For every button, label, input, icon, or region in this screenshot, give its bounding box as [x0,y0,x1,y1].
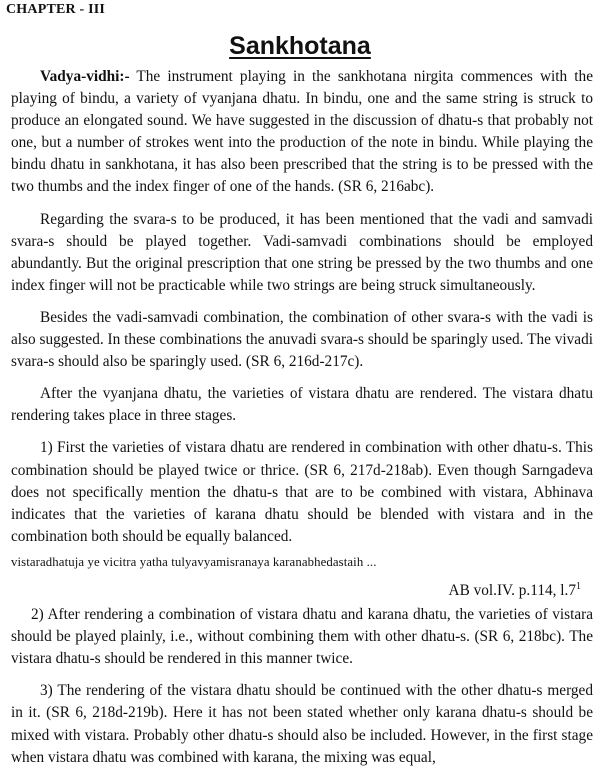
footnote-marker: 1 [576,580,581,592]
paragraph-4: After the vyanjana dhatu, the varieties of vistara dhatu are rendered. The vistara dhatu rendering takes place in three stages. [11,385,593,425]
title-text: Sankhotana [229,32,371,60]
paragraph-1 [11,66,593,199]
paragraph-1-text: The instrument playing in the sankhotana nirgita commences with the playing of bindu, a variety of vyanjana dhatu. In bindu, one and the same string is struck to produce an elongated sound. We have suggested in the discussion of dhatu-s that probably not one, but a number of strokes went into the production of the note in bindu. While playing the bindu dhatu in sankhotana, it has also been prescribed that the string is to be pressed with the two thumbs and the index finger of one of the hands. (SR 6, 216abc). [11,68,593,196]
page-title [0,32,600,61]
paragraph-6: 2) After rendering a combination of vistara dhatu and karana dhatu, the varieties of vistara should be played plainly, i.e., without combining them with other dhatu-s. (SR 6, 218bc). The vistara dhatu-s should be rendered in this manner twice. [11,606,593,668]
paragraph-2: Regarding the svara-s to be produced, it has been mentioned that the vadi and samvadi svara-s should be played together. Vadi-samvadi combinations should be employed abundantly. But the original prescription that one string be pressed by the two thumbs and one index finger will not be practicable while two strings are being struck simultaneously. [11,210,593,294]
citation-reference [11,576,581,602]
paragraph-7: 3) The rendering of the vistara dhatu should be continued with the other dhatu-s merged in it. (SR 6, 218d-219b). Here it has not been stated whether only karana dhatu-s should be mixed with vistara. Probably other dhatu-s should also be included. However, in the first stage when vistara dhatu was combined with karana, the mixing was equal, [11,682,593,766]
citation-text: AB vol.IV. p.114, l.7 [448,581,576,599]
paragraph-5: 1) First the varieties of vistara dhatu are rendered in combination with other dhatu-s. This combination should be played twice or thrice. (SR 6, 217d-218ab). Even though Sarngadeva does not specifically mention the dhatu-s that are to be combined with vistara, Abhinava indicates that the varieties of karana dhatu should be blended with vistara and in the combination both should be equally balanced. [11,439,593,545]
paragraph-1-lead: Vadya-vidhi:- [40,68,130,85]
chapter-header: CHAPTER - III [6,2,106,17]
paragraph-3: Besides the vadi-samvadi combination, the combination of other svara-s with the vadi is also suggested. In these combinations the anuvadi svara-s should be sparingly used. The vivadi svara-s should also be sparingly used. (SR 6, 216d-217c). [11,308,593,371]
sanskrit-quote: vistaradhatuja ye vicitra yatha tulyavyamisranaya karanabhedastaih ... [11,554,377,569]
body-text [11,66,593,769]
